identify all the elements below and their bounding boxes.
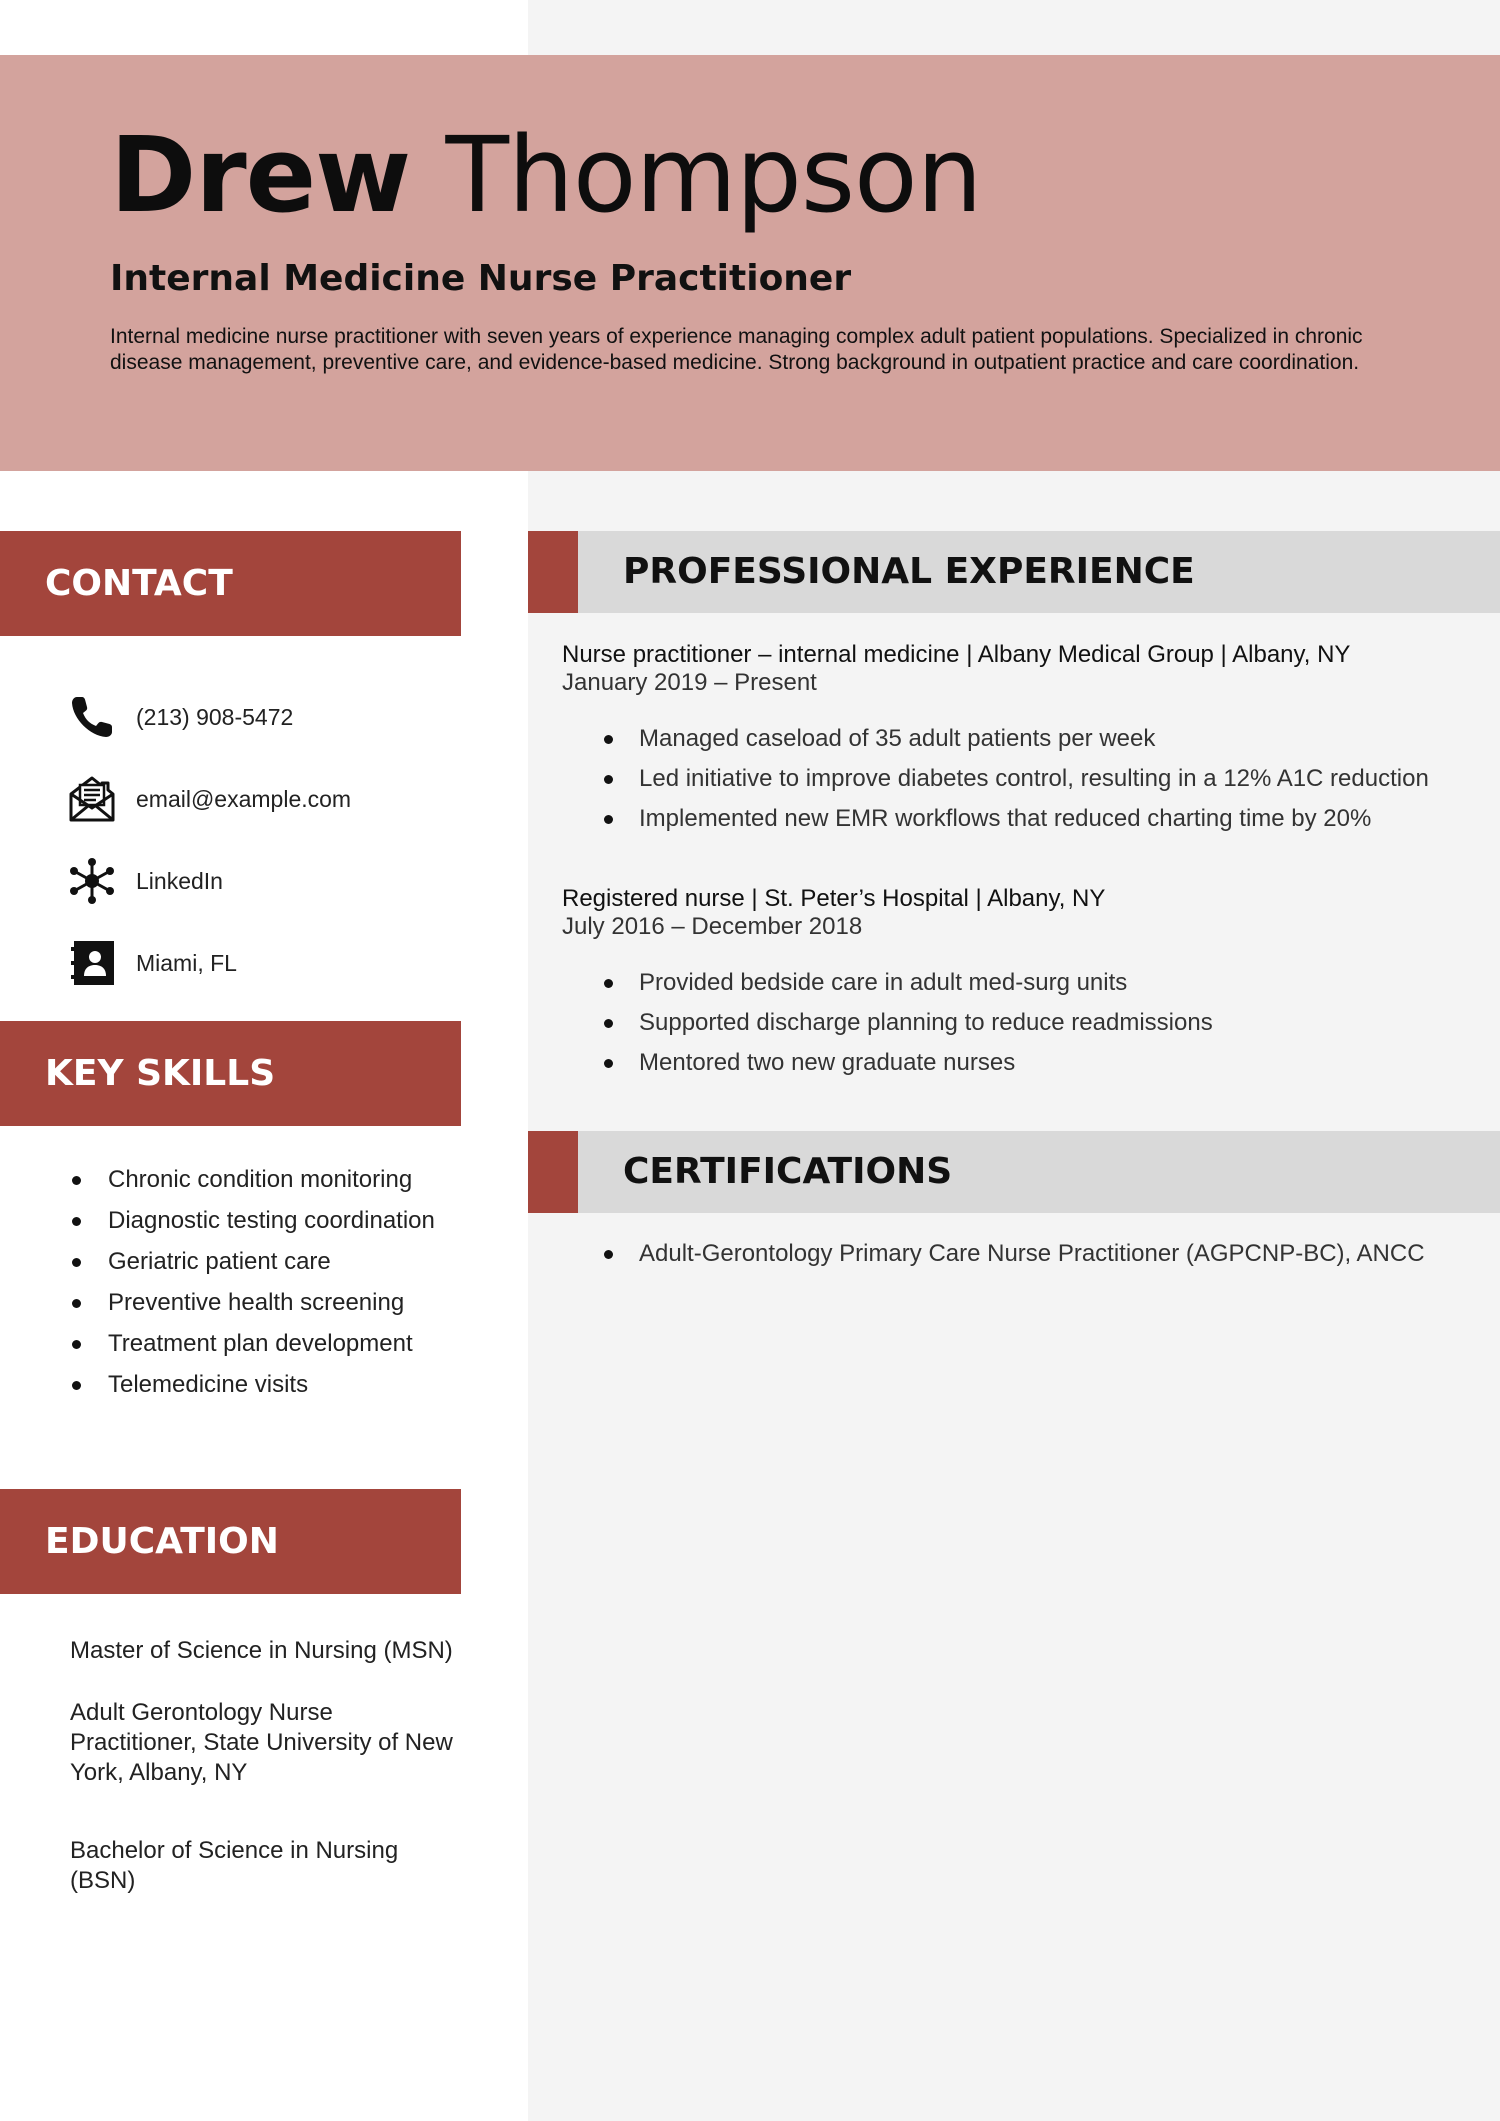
contact-linkedin xyxy=(68,840,351,922)
first-name: Drew xyxy=(110,114,411,236)
job-entry xyxy=(562,885,1482,1089)
bullet-icon xyxy=(72,1340,81,1349)
heading-accent xyxy=(528,531,578,613)
skill-item xyxy=(68,1289,448,1317)
education-heading: EDUCATION xyxy=(0,1489,461,1594)
job-bullet-text: Managed caseload of 35 adult patients per week xyxy=(639,725,1156,752)
job-title: Internal Medicine Nurse Practitioner xyxy=(110,258,852,299)
bullet-icon xyxy=(72,1299,81,1308)
bullet-icon xyxy=(604,735,613,744)
professional-summary: Internal medicine nurse practitioner with seven years of experience managing complex adult patient populations. Specialized in chronic disease management, preventive care, and evidence-based medicine. Strong background in outpatient practice and care coordination. xyxy=(110,325,1363,374)
education-item: Adult Gerontology Nurse Practitioner, State University of New York, Albany, NY xyxy=(70,1699,453,1786)
job-bullet-text: Implemented new EMR workflows that reduced charting time by 20% xyxy=(639,805,1372,832)
network-icon xyxy=(68,857,116,905)
heading-accent xyxy=(528,1131,578,1213)
job-bullet xyxy=(562,1009,1482,1037)
location: Miami, FL xyxy=(136,949,237,976)
bullet-icon xyxy=(604,979,613,988)
job-bullet-text: Mentored two new graduate nurses xyxy=(639,1049,1016,1076)
skill-text: Geriatric patient care xyxy=(108,1248,331,1275)
contact-list xyxy=(68,676,351,1004)
skill-text: Chronic condition monitoring xyxy=(108,1166,413,1193)
contact-email xyxy=(68,758,351,840)
key-skills-heading: KEY SKILLS xyxy=(0,1021,461,1126)
bullet-icon xyxy=(72,1176,81,1185)
job-bullet xyxy=(562,725,1482,753)
bullet-icon xyxy=(604,1250,613,1259)
job-bullet-text: Led initiative to improve diabetes control, resulting in a 12% A1C reduction xyxy=(639,765,1429,792)
education-item: Bachelor of Science in Nursing (BSN) xyxy=(70,1837,399,1894)
contact-location xyxy=(68,922,351,1004)
skill-item xyxy=(68,1207,448,1235)
education-list xyxy=(70,1636,460,1896)
job-bullet xyxy=(562,805,1482,833)
job-dates: January 2019 – Present xyxy=(562,669,817,696)
education-item: Master of Science in Nursing (MSN) xyxy=(70,1637,453,1664)
skill-text: Telemedicine visits xyxy=(108,1371,309,1398)
email-address: email@example.com xyxy=(136,785,352,812)
bullet-icon xyxy=(72,1217,81,1226)
skill-text: Treatment plan development xyxy=(108,1330,413,1357)
last-name: Thompson xyxy=(445,114,982,236)
skill-item xyxy=(68,1330,448,1358)
contact-phone xyxy=(68,676,351,758)
contact-heading: CONTACT xyxy=(0,531,461,636)
bullet-icon xyxy=(72,1258,81,1267)
job-bullet-text: Supported discharge planning to reduce readmissions xyxy=(639,1009,1213,1036)
job-bullets xyxy=(562,969,1482,1077)
job-entry xyxy=(562,641,1482,845)
bullet-icon xyxy=(604,1059,613,1068)
key-skills-list xyxy=(68,1166,448,1412)
skill-item xyxy=(68,1248,448,1276)
certification-item xyxy=(562,1240,1482,1268)
job-title-line: Registered nurse | St. Peter’s Hospital | Albany, NY xyxy=(562,885,1106,912)
skill-text: Preventive health screening xyxy=(108,1289,405,1316)
certification-text: Adult-Gerontology Primary Care Nurse Practitioner (AGPCNP-BC), ANCC xyxy=(639,1240,1425,1267)
skill-text: Diagnostic testing coordination xyxy=(108,1207,435,1234)
job-bullet xyxy=(562,1049,1482,1077)
candidate-name xyxy=(110,114,982,236)
certifications-list xyxy=(562,1240,1482,1268)
phone-icon xyxy=(68,693,116,741)
experience-heading: PROFESSIONAL EXPERIENCE xyxy=(623,551,1195,592)
bullet-icon xyxy=(72,1381,81,1390)
job-title-line: Nurse practitioner – internal medicine | Albany Medical Group | Albany, NY xyxy=(562,641,1351,668)
certifications-heading-bar xyxy=(528,1131,1500,1213)
job-bullet xyxy=(562,969,1482,997)
job-bullet xyxy=(562,765,1482,793)
skill-item xyxy=(68,1166,448,1194)
job-dates: July 2016 – December 2018 xyxy=(562,913,863,940)
phone-number: (213) 908-5472 xyxy=(136,703,294,730)
job-bullets xyxy=(562,725,1482,833)
envelope-icon xyxy=(68,775,116,823)
bullet-icon xyxy=(604,775,613,784)
bullet-icon xyxy=(604,815,613,824)
certifications-heading: CERTIFICATIONS xyxy=(623,1151,953,1192)
skill-item xyxy=(68,1371,448,1399)
experience-heading-bar xyxy=(528,531,1500,613)
bullet-icon xyxy=(604,1019,613,1028)
contact-card-icon xyxy=(68,939,116,987)
job-bullet-text: Provided bedside care in adult med-surg units xyxy=(639,969,1128,996)
linkedin-link[interactable]: LinkedIn xyxy=(136,867,223,894)
